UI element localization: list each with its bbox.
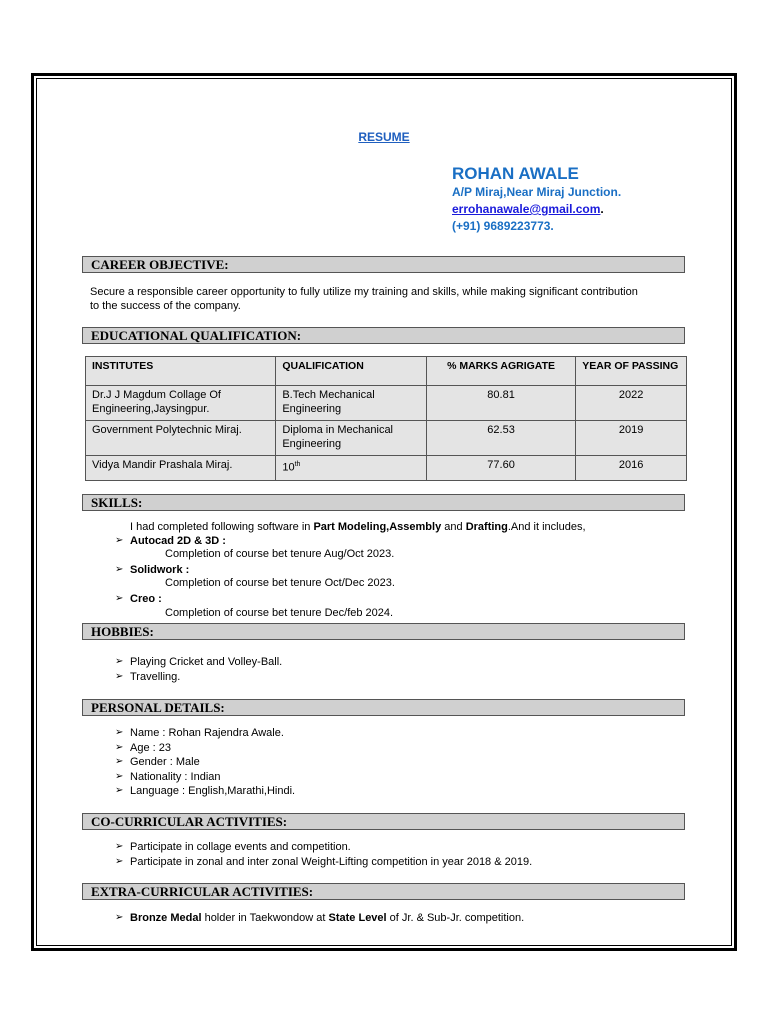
phone: (+91) 9689223773. bbox=[452, 219, 554, 233]
list-item: ➢ Gender : Male bbox=[115, 756, 200, 768]
arrow-bullet-icon: ➢ bbox=[115, 785, 124, 796]
arrow-bullet-icon: ➢ bbox=[115, 593, 124, 604]
cell-institute: Government Polytechnic Miraj. bbox=[86, 421, 276, 456]
personal-details-list bbox=[115, 726, 295, 799]
candidate-name: ROHAN AWALE bbox=[452, 164, 579, 183]
hobbies-list bbox=[115, 655, 282, 684]
skill-detail-creo: Completion of course bet tenure Dec/feb 2024. bbox=[165, 607, 394, 619]
skill-item-autocad: ➢ Autocad 2D & 3D : bbox=[115, 535, 226, 547]
skill-item-solidwork: ➢ Solidwork : bbox=[115, 564, 190, 576]
header-institutes: INSTITUTES bbox=[86, 357, 276, 386]
section-hobbies: HOBBIES: bbox=[82, 623, 685, 640]
list-item: ➢ Travelling. bbox=[115, 670, 181, 683]
arrow-bullet-icon: ➢ bbox=[115, 741, 124, 753]
arrow-bullet-icon: ➢ bbox=[115, 912, 124, 923]
table-row bbox=[86, 456, 687, 481]
header-year: YEAR OF PASSING bbox=[576, 357, 687, 386]
cell-institute: Dr.J J Magdum Collage Of Engineering,Jaysingpur. bbox=[86, 386, 276, 421]
arrow-bullet-icon: ➢ bbox=[115, 841, 124, 852]
table-row bbox=[86, 421, 687, 456]
arrow-bullet-icon: ➢ bbox=[115, 564, 124, 575]
list-item: ➢ Bronze Medal holder in Taekwondow at State Level of Jr. & Sub-Jr. competition. bbox=[115, 912, 525, 924]
skill-detail-autocad: Completion of course bet tenure Aug/Oct 2023. bbox=[165, 548, 395, 560]
email-suffix: . bbox=[600, 202, 604, 216]
list-item: ➢ Name : Rohan Rajendra Awale. bbox=[115, 727, 284, 739]
section-extra-curricular: EXTRA-CURRICULAR ACTIVITIES: bbox=[82, 883, 685, 900]
arrow-bullet-icon: ➢ bbox=[115, 756, 124, 767]
email-link[interactable]: errohanawale@gmail.com bbox=[452, 202, 601, 216]
cell-marks: 77.60 bbox=[426, 456, 575, 481]
skills-intro: I had completed following software in Part Modeling,Assembly and Drafting.And it includes, bbox=[130, 521, 586, 533]
header-qualification: QUALIFICATION bbox=[276, 357, 427, 386]
email-line bbox=[452, 202, 604, 216]
list-item: ➢ Nationality : Indian bbox=[115, 770, 221, 783]
co-curricular-list bbox=[115, 840, 532, 869]
table-header-row bbox=[86, 357, 687, 386]
header-marks: % MARKS AGRIGATE bbox=[426, 357, 575, 386]
cell-marks: 80.81 bbox=[426, 386, 575, 421]
cell-qualification: Diploma in Mechanical Engineering bbox=[276, 421, 427, 456]
section-personal-details: PERSONAL DETAILS: bbox=[82, 699, 685, 716]
arrow-bullet-icon: ➢ bbox=[115, 656, 124, 667]
cell-qualification: 10th bbox=[276, 456, 427, 481]
document-title: RESUME bbox=[358, 130, 410, 144]
arrow-bullet-icon: ➢ bbox=[115, 670, 124, 682]
list-item: ➢ Language : English,Marathi,Hindi. bbox=[115, 785, 296, 797]
career-objective-line-2: to the success of the company. bbox=[90, 300, 241, 312]
cell-year: 2016 bbox=[576, 456, 687, 481]
skill-detail-solidwork: Completion of course bet tenure Oct/Dec 2023. bbox=[165, 577, 395, 589]
arrow-bullet-icon: ➢ bbox=[115, 770, 124, 782]
cell-year: 2019 bbox=[576, 421, 687, 456]
career-objective-text bbox=[90, 285, 638, 313]
address: A/P Miraj,Near Miraj Junction. bbox=[452, 185, 622, 199]
cell-qualification: B.Tech Mechanical Engineering bbox=[276, 386, 427, 421]
career-objective-line-1: Secure a responsible career opportunity to fully utilize my training and skills, while making significant contribution bbox=[90, 286, 638, 298]
list-item: ➢ Participate in collage events and competition. bbox=[115, 841, 351, 853]
list-item: ➢ Playing Cricket and Volley-Ball. bbox=[115, 656, 283, 668]
list-item: ➢ Participate in zonal and inter zonal Weight-Lifting competition in year 2018 & 2019. bbox=[115, 855, 533, 868]
education-table bbox=[85, 356, 687, 481]
cell-institute: Vidya Mandir Prashala Miraj. bbox=[86, 456, 276, 481]
section-skills: SKILLS: bbox=[82, 494, 685, 511]
section-education: EDUCATIONAL QUALIFICATION: bbox=[82, 327, 685, 344]
section-career-objective: CAREER OBJECTIVE: bbox=[82, 256, 685, 273]
cell-marks: 62.53 bbox=[426, 421, 575, 456]
section-co-curricular: CO-CURRICULAR ACTIVITIES: bbox=[82, 813, 685, 830]
cell-year: 2022 bbox=[576, 386, 687, 421]
arrow-bullet-icon: ➢ bbox=[115, 535, 124, 546]
arrow-bullet-icon: ➢ bbox=[115, 727, 124, 738]
extra-curricular-list bbox=[115, 911, 524, 926]
skill-item-creo: ➢ Creo : bbox=[115, 593, 162, 605]
table-row bbox=[86, 386, 687, 421]
arrow-bullet-icon: ➢ bbox=[115, 855, 124, 867]
list-item: ➢ Age : 23 bbox=[115, 741, 171, 754]
